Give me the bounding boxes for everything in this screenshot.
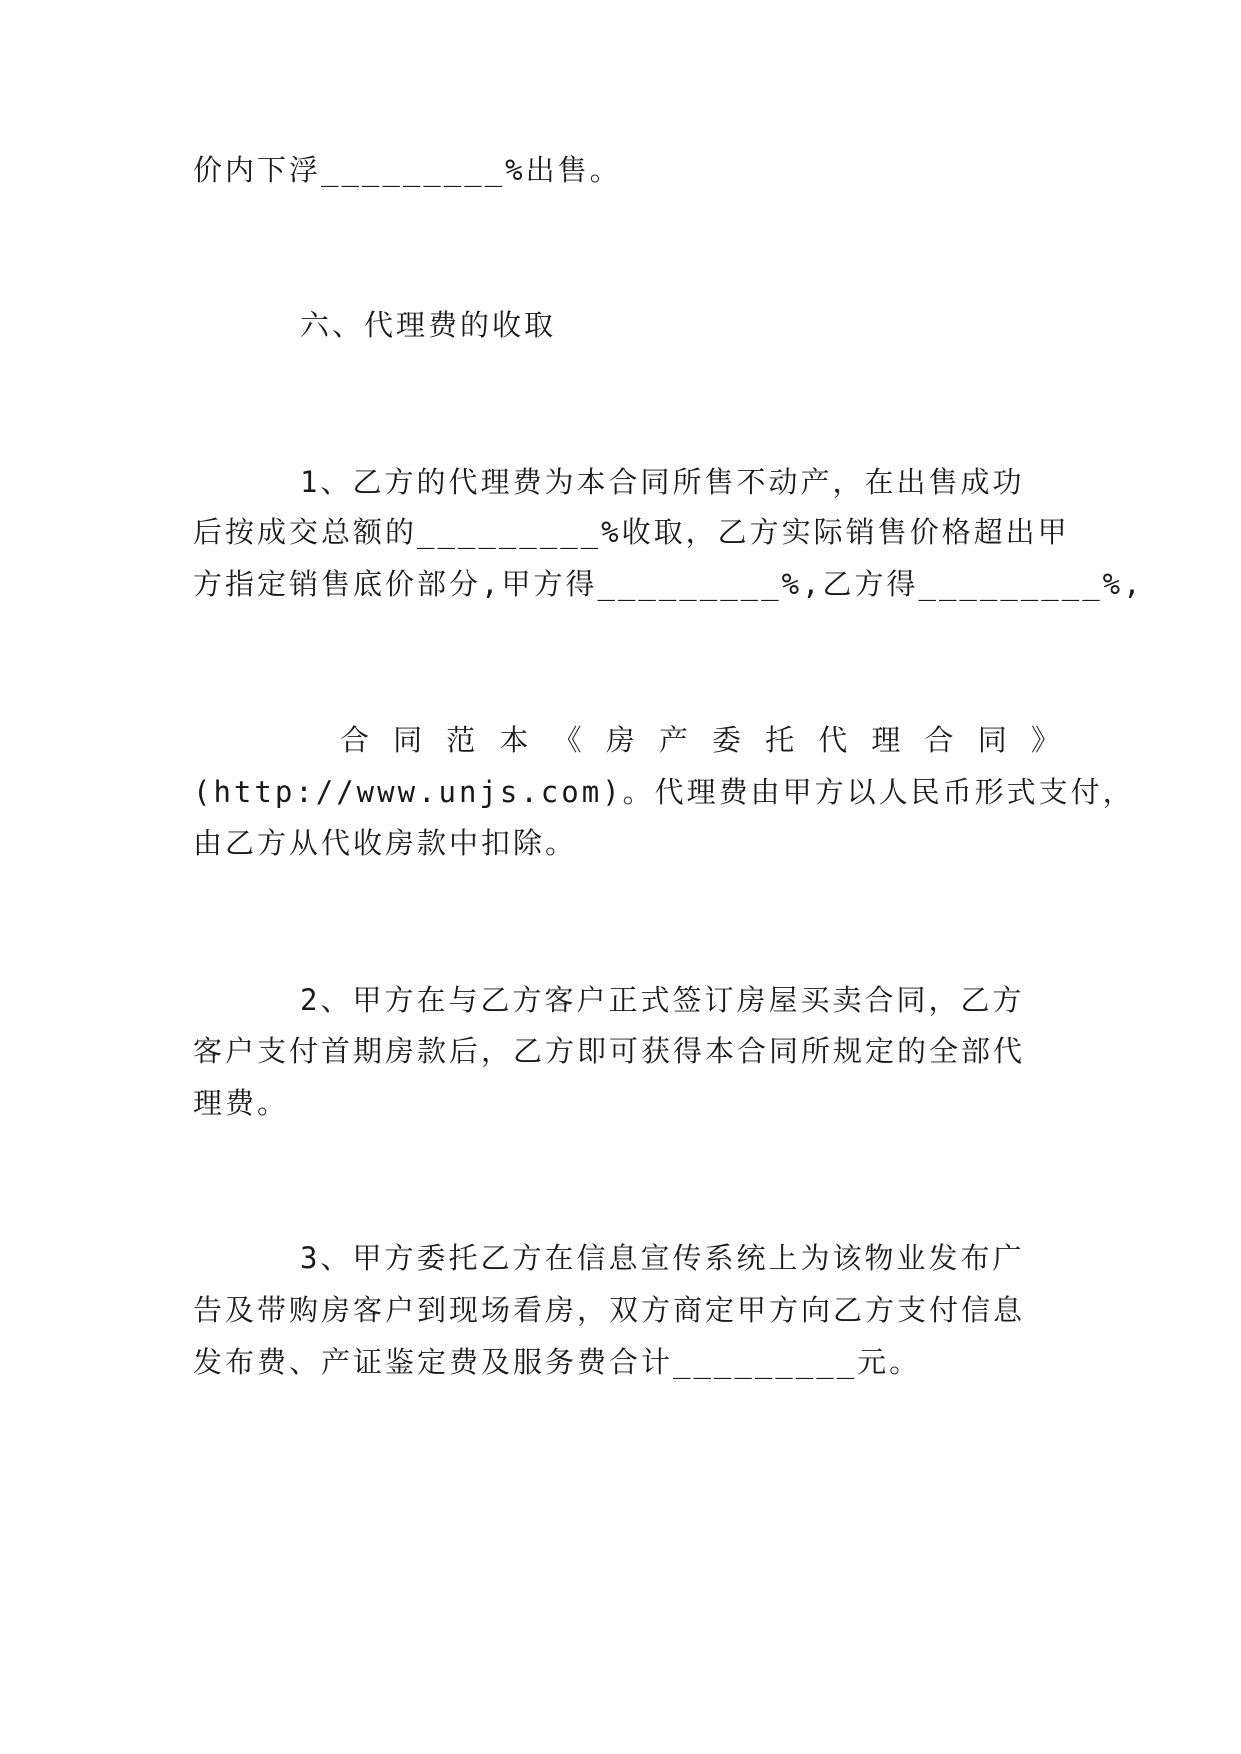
price-float-line: 价内下浮_________%出售。	[193, 153, 622, 187]
item2-line3: 理费。	[193, 1086, 290, 1120]
spread-char: 同	[393, 723, 423, 757]
item2-line1: 2、甲方在与乙方客户正式签订房屋买卖合同，乙方	[300, 983, 1025, 1017]
item3-line3: 发布费、产证鉴定费及服务费合计_________元。	[193, 1345, 922, 1379]
spread-char: 产	[658, 723, 688, 757]
item1-line2: 后按成交总额的_________%收取，乙方实际销售价格超出甲	[193, 515, 1070, 549]
template-line3: 由乙方从代收房款中扣除。	[193, 826, 578, 860]
item3-line1: 3、甲方委托乙方在信息宣传系统上为该物业发布广	[300, 1241, 1025, 1275]
spread-char: 本	[499, 723, 529, 757]
spread-char: 托	[765, 723, 795, 757]
spread-char: 代	[818, 723, 848, 757]
spread-char: 房	[605, 723, 635, 757]
section-heading-agency-fee: 六、代理费的收取	[300, 308, 557, 342]
spread-char: 范	[446, 723, 476, 757]
item2-line2: 客户支付首期房款后，乙方即可获得本合同所规定的全部代	[193, 1034, 1026, 1068]
spread-char: 委	[711, 723, 741, 757]
spread-char: 理	[871, 723, 901, 757]
template-title-spread	[340, 720, 1060, 760]
template-link-line: (http://www.unjs.com)。代理费由甲方以人民币形式支付，	[193, 775, 1135, 809]
spread-char: 《	[552, 723, 582, 757]
spread-char: 同	[977, 723, 1007, 757]
item1-line3: 方指定销售底价部分,甲方得_________%,乙方得_________%,	[193, 567, 1144, 601]
spread-char: 合	[924, 723, 954, 757]
spread-char: 合	[340, 723, 370, 757]
spread-char: 》	[1030, 723, 1060, 757]
item3-line2: 告及带购房客户到现场看房，双方商定甲方向乙方支付信息	[193, 1293, 1026, 1327]
item1-line1: 1、乙方的代理费为本合同所售不动产，在出售成功	[300, 465, 1025, 499]
